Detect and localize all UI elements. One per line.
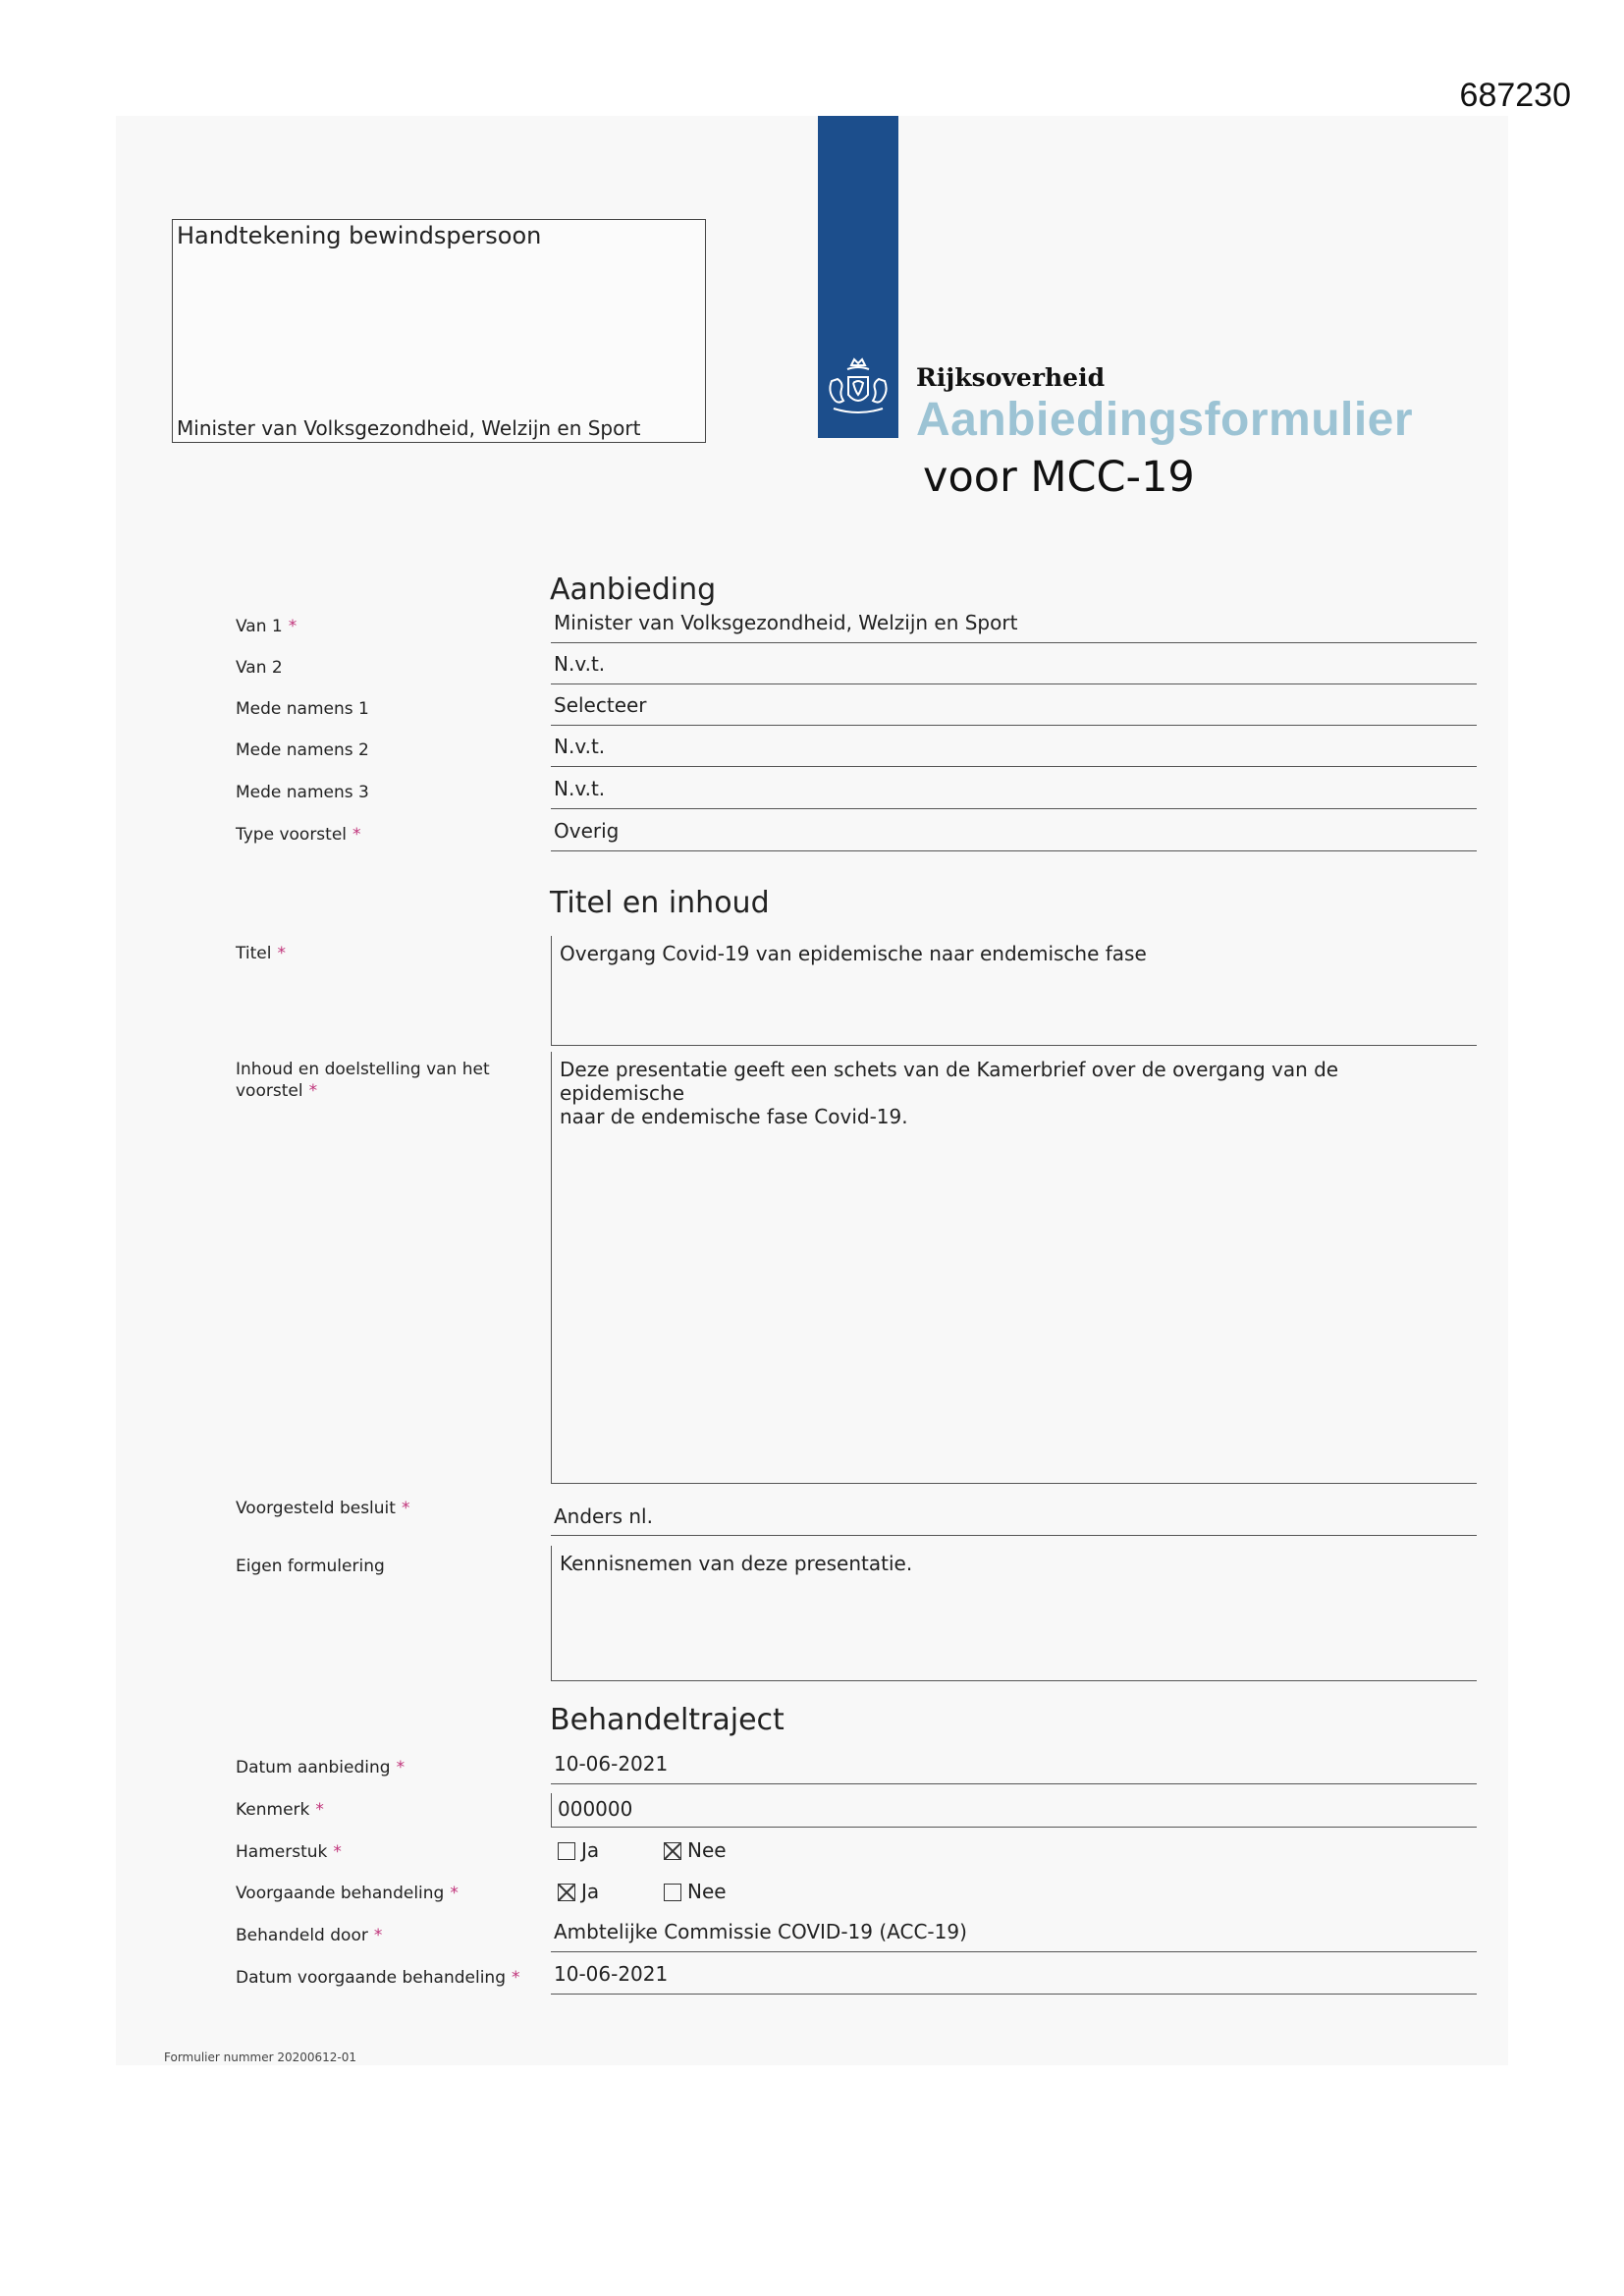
signature-title: Handtekening bewindspersoon <box>177 222 542 249</box>
required-marker: * <box>288 617 298 636</box>
coat-of-arms-icon <box>818 352 898 430</box>
field-label-type-voorstel: Type voorstel * <box>236 825 361 845</box>
checkbox-voorgaande-nee[interactable]: Nee <box>664 1880 727 1903</box>
field-label-behandeld-door: Behandeld door * <box>236 1926 383 1945</box>
required-marker: * <box>512 1968 520 1988</box>
field-inhoud-line-2: naar de endemische fase Covid-19. <box>560 1105 908 1128</box>
checkbox-hamerstuk-ja[interactable]: Ja <box>558 1838 599 1862</box>
checkbox-unchecked-icon <box>558 1842 575 1860</box>
field-eigen-formulering[interactable]: Kennisnemen van deze presentatie. <box>551 1546 1477 1681</box>
field-van-1[interactable]: Minister van Volksgezondheid, Welzijn en Sport <box>551 611 1477 643</box>
required-marker: * <box>352 825 361 845</box>
field-datum-voorgaande-behandeling[interactable]: 10-06-2021 <box>551 1962 1477 1995</box>
form-number-footer: Formulier nummer 20200612-01 <box>164 2050 357 2064</box>
checkbox-checked-icon <box>558 1884 575 1901</box>
required-marker: * <box>333 1842 342 1862</box>
field-label-datum-voorgaande-behandeling: Datum voorgaande behandeling * <box>236 1968 520 1988</box>
field-label-van-2: Van 2 <box>236 658 283 678</box>
required-marker: * <box>396 1758 406 1777</box>
field-label-kenmerk: Kenmerk * <box>236 1800 324 1820</box>
brand-name: Rijksoverheid <box>916 363 1106 392</box>
document-number: 687230 <box>1459 77 1571 114</box>
required-marker: * <box>450 1884 459 1903</box>
field-mede-namens-3[interactable]: N.v.t. <box>551 777 1477 809</box>
signature-box <box>172 219 706 443</box>
checkbox-voorgaande-ja[interactable]: Ja <box>558 1880 599 1903</box>
field-label-eigen-formulering: Eigen formulering <box>236 1557 385 1576</box>
section-heading-titel-en-inhoud: Titel en inhoud <box>550 886 770 920</box>
field-label-voorgesteld-besluit: Voorgesteld besluit * <box>236 1499 410 1518</box>
field-label-hamerstuk: Hamerstuk * <box>236 1842 342 1862</box>
field-label-van-1: Van 1 * <box>236 617 298 636</box>
section-heading-aanbieding: Aanbieding <box>550 573 717 607</box>
field-label-mede-namens-2: Mede namens 2 <box>236 740 369 760</box>
rijksoverheid-logo-bar <box>818 116 898 438</box>
checkbox-hamerstuk-nee[interactable]: Nee <box>664 1838 727 1862</box>
field-label-inhoud: Inhoud en doelstelling van het voorstel * <box>236 1060 490 1101</box>
required-marker: * <box>373 1926 383 1945</box>
field-titel[interactable]: Overgang Covid-19 van epidemische naar endemische fase <box>551 936 1477 1046</box>
field-van-2[interactable]: N.v.t. <box>551 652 1477 684</box>
field-voorgesteld-besluit[interactable]: Anders nl. <box>551 1497 1477 1536</box>
required-marker: * <box>308 1081 318 1101</box>
field-mede-namens-2[interactable]: N.v.t. <box>551 735 1477 767</box>
field-label-datum-aanbieding: Datum aanbieding * <box>236 1758 406 1777</box>
field-label-mede-namens-3: Mede namens 3 <box>236 783 369 802</box>
signature-signer: Minister van Volksgezondheid, Welzijn en Sport <box>177 416 641 440</box>
required-marker: * <box>315 1800 324 1820</box>
required-marker: * <box>401 1499 410 1518</box>
field-label-voorgaande-behandeling: Voorgaande behandeling * <box>236 1884 459 1903</box>
form-title: Aanbiedingsformulier <box>916 394 1414 446</box>
field-inhoud-line-1: Deze presentatie geeft een schets van de Kamerbrief over de overgang van de epidemische <box>560 1058 1345 1105</box>
checkbox-checked-icon <box>664 1842 681 1860</box>
field-type-voorstel[interactable]: Overig <box>551 819 1477 851</box>
field-label-titel: Titel * <box>236 944 286 963</box>
form-subtitle: voor MCC-19 <box>923 453 1195 502</box>
section-heading-behandeltraject: Behandeltraject <box>550 1703 785 1737</box>
field-kenmerk[interactable]: 000000 <box>551 1793 1477 1828</box>
field-label-mede-namens-1: Mede namens 1 <box>236 699 369 719</box>
field-mede-namens-1[interactable]: Selecteer <box>551 693 1477 726</box>
field-inhoud[interactable] <box>551 1052 1477 1484</box>
field-behandeld-door[interactable]: Ambtelijke Commissie COVID-19 (ACC-19) <box>551 1920 1477 1952</box>
field-datum-aanbieding[interactable]: 10-06-2021 <box>551 1752 1477 1784</box>
checkbox-unchecked-icon <box>664 1884 681 1901</box>
required-marker: * <box>277 944 286 963</box>
